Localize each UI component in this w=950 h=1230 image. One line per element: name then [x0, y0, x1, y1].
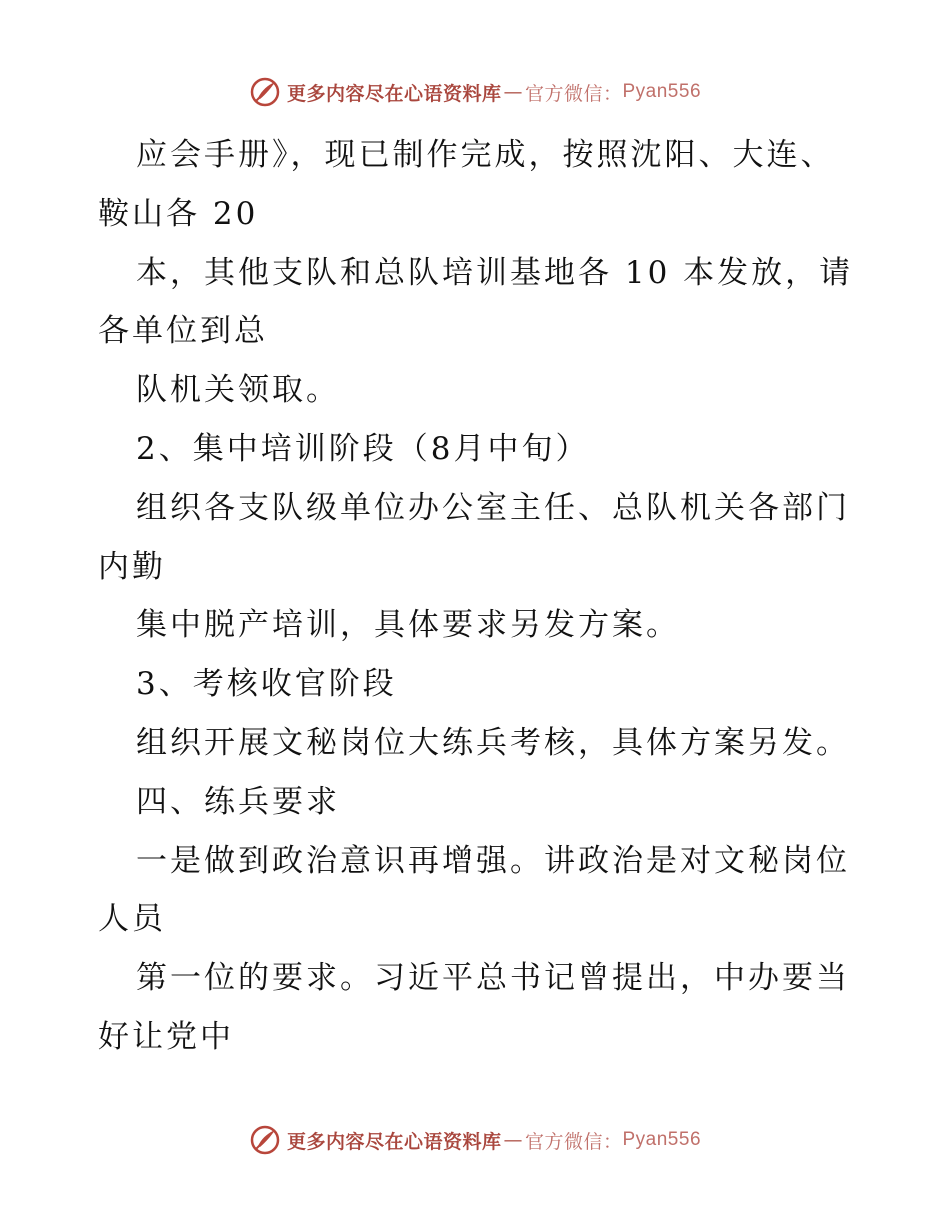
text-line: 3、考核收官阶段 — [136, 666, 397, 703]
text-line: 四、练兵要求 — [136, 783, 340, 820]
text-line: 组织开展文秘岗位大练兵考核，具体方案另发。 — [136, 724, 850, 761]
quill-logo-icon — [249, 1124, 281, 1156]
document-body — [98, 126, 878, 1067]
watermark-label: 官方微信： — [524, 82, 623, 105]
text-line: 一是做到政治意识再增强。讲政治是对文秘岗位 — [136, 842, 850, 879]
text-line: 内勤 — [98, 548, 166, 585]
quill-logo-icon — [249, 76, 281, 108]
watermark-id: Pyan556 — [622, 81, 702, 102]
text-line: 人员 — [98, 901, 166, 938]
text-line: 各单位到总 — [98, 313, 268, 350]
text-line: 本，其他支队和总队培训基地各 10 本发放，请 — [136, 254, 854, 291]
text-line: 好让党中 — [98, 1018, 234, 1055]
footer-watermark — [0, 1120, 950, 1160]
watermark-label: 官方微信： — [524, 1130, 623, 1153]
text-line: 集中脱产培训，具体要求另发方案。 — [136, 607, 680, 644]
watermark-id: Pyan556 — [622, 1129, 702, 1150]
watermark-dash: — — [503, 81, 523, 103]
header-watermark — [0, 72, 950, 112]
text-line: 鞍山各 20 — [98, 195, 259, 232]
text-line: 第一位的要求。习近平总书记曾提出，中办要当 — [136, 960, 850, 997]
text-line: 2、集中培训阶段（8月中旬） — [136, 430, 590, 467]
text-line: 组织各支队级单位办公室主任、总队机关各部门 — [136, 489, 850, 526]
text-line: 队机关领取。 — [136, 372, 340, 409]
watermark-site-name: 更多内容尽在心语资料库 — [286, 1130, 502, 1153]
watermark-dash: — — [503, 1129, 523, 1151]
text-line: 应会手册》，现已制作完成，按照沈阳、大连、 — [136, 137, 835, 173]
watermark-site-name: 更多内容尽在心语资料库 — [286, 82, 502, 105]
